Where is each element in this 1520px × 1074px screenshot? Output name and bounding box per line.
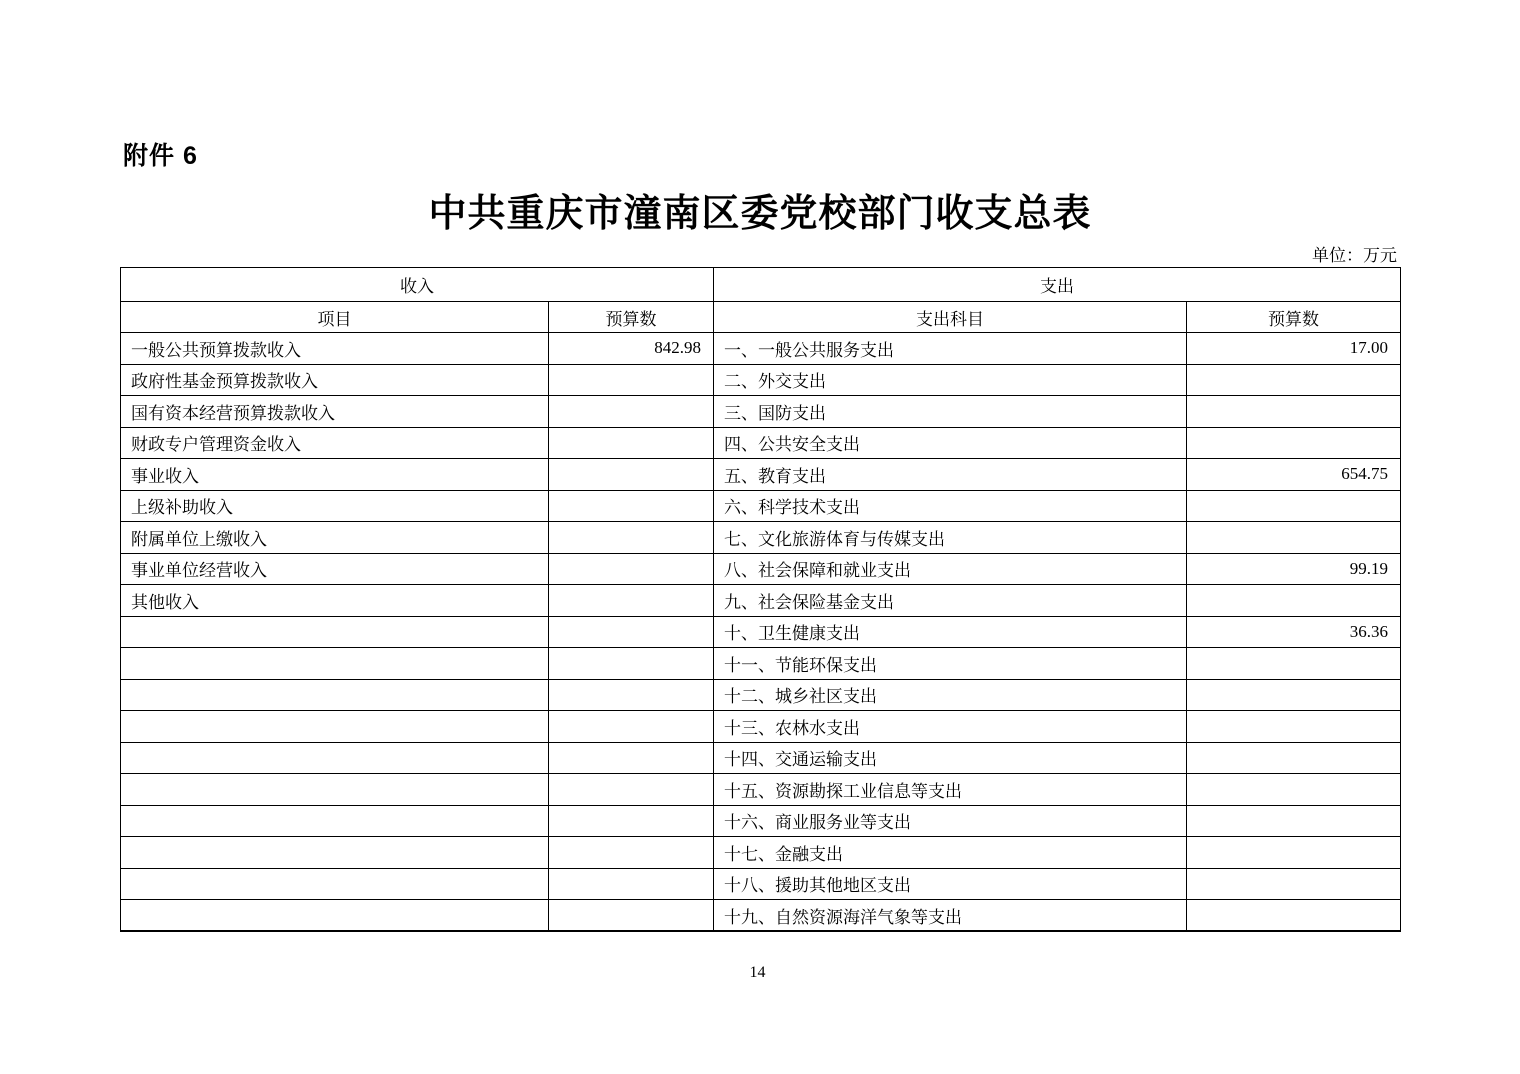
expense-item-cell: 二、外交支出 (714, 364, 1187, 396)
expense-item-cell: 九、社会保险基金支出 (714, 585, 1187, 617)
income-value-cell (549, 490, 714, 522)
expense-budget-column-header: 预算数 (1187, 302, 1401, 333)
expense-value-cell (1187, 364, 1401, 396)
expense-item-cell: 七、文化旅游体育与传媒支出 (714, 522, 1187, 554)
income-group-header: 收入 (121, 268, 714, 302)
income-item-cell (121, 648, 549, 680)
expense-value-cell (1187, 868, 1401, 900)
expense-value-cell: 99.19 (1187, 553, 1401, 585)
income-value-cell (549, 648, 714, 680)
table-row (121, 616, 1401, 648)
income-value-cell (549, 585, 714, 617)
income-item-cell: 国有资本经营预算拨款收入 (121, 396, 549, 428)
expense-item-cell: 十六、商业服务业等支出 (714, 805, 1187, 837)
table-row (121, 522, 1401, 554)
table-row (121, 868, 1401, 900)
expense-value-cell: 17.00 (1187, 333, 1401, 365)
expense-item-cell: 十三、农林水支出 (714, 711, 1187, 743)
income-item-cell: 财政专户管理资金收入 (121, 427, 549, 459)
expense-value-cell: 36.36 (1187, 616, 1401, 648)
header-group-row (121, 268, 1401, 302)
income-item-cell (121, 742, 549, 774)
income-item-cell (121, 616, 549, 648)
income-item-cell: 事业收入 (121, 459, 549, 491)
expense-item-cell: 十八、援助其他地区支出 (714, 868, 1187, 900)
expense-value-cell (1187, 396, 1401, 428)
expense-value-cell (1187, 427, 1401, 459)
table-row (121, 396, 1401, 428)
income-item-cell: 附属单位上缴收入 (121, 522, 549, 554)
income-item-cell (121, 774, 549, 806)
expense-value-cell (1187, 522, 1401, 554)
table-row (121, 364, 1401, 396)
expense-value-cell: 654.75 (1187, 459, 1401, 491)
expense-item-cell: 十七、金融支出 (714, 837, 1187, 869)
income-value-cell (549, 459, 714, 491)
table-row (121, 774, 1401, 806)
table-row (121, 648, 1401, 680)
expense-item-cell: 十一、节能环保支出 (714, 648, 1187, 680)
income-item-cell: 政府性基金预算拨款收入 (121, 364, 549, 396)
expense-value-cell (1187, 900, 1401, 932)
income-value-cell (549, 711, 714, 743)
expense-item-cell: 十、卫生健康支出 (714, 616, 1187, 648)
table-row (121, 679, 1401, 711)
income-value-cell: 842.98 (549, 333, 714, 365)
income-item-cell (121, 679, 549, 711)
table-row (121, 459, 1401, 491)
table-row (121, 805, 1401, 837)
expense-value-cell (1187, 837, 1401, 869)
expense-item-cell: 三、国防支出 (714, 396, 1187, 428)
expense-value-cell (1187, 805, 1401, 837)
unit-note: 单位：万元 (1312, 246, 1397, 265)
expense-item-column-header: 支出科目 (714, 302, 1187, 333)
expense-item-cell: 十四、交通运输支出 (714, 742, 1187, 774)
table-row (121, 742, 1401, 774)
attachment-label: 附件 6 (123, 142, 198, 170)
expense-value-cell (1187, 490, 1401, 522)
income-budget-column-header: 预算数 (549, 302, 714, 333)
income-item-cell (121, 837, 549, 869)
table-row (121, 333, 1401, 365)
expense-value-cell (1187, 742, 1401, 774)
expense-item-cell: 五、教育支出 (714, 459, 1187, 491)
page-number: 14 (749, 964, 766, 981)
income-item-cell: 其他收入 (121, 585, 549, 617)
table-body (121, 333, 1401, 932)
income-value-cell (549, 900, 714, 932)
table-row (121, 585, 1401, 617)
income-item-cell: 上级补助收入 (121, 490, 549, 522)
income-value-cell (549, 427, 714, 459)
expense-value-cell (1187, 679, 1401, 711)
table-row (121, 900, 1401, 932)
income-value-cell (549, 616, 714, 648)
income-value-cell (549, 742, 714, 774)
income-item-cell: 事业单位经营收入 (121, 553, 549, 585)
expense-item-cell: 十五、资源勘探工业信息等支出 (714, 774, 1187, 806)
table-row (121, 837, 1401, 869)
income-item-cell: 一般公共预算拨款收入 (121, 333, 549, 365)
income-item-cell (121, 900, 549, 932)
expense-value-cell (1187, 774, 1401, 806)
expense-item-cell: 十九、自然资源海洋气象等支出 (714, 900, 1187, 932)
page-title: 中共重庆市潼南区委党校部门收支总表 (428, 193, 1092, 235)
income-item-cell (121, 711, 549, 743)
income-value-cell (549, 868, 714, 900)
income-value-cell (549, 522, 714, 554)
budget-summary-table (120, 267, 1401, 932)
income-value-cell (549, 805, 714, 837)
table-row (121, 711, 1401, 743)
expense-group-header: 支出 (714, 268, 1401, 302)
income-value-cell (549, 679, 714, 711)
expense-value-cell (1187, 711, 1401, 743)
table-row (121, 553, 1401, 585)
income-value-cell (549, 396, 714, 428)
table-row (121, 427, 1401, 459)
expense-value-cell (1187, 648, 1401, 680)
table-header (121, 268, 1401, 333)
income-item-cell (121, 868, 549, 900)
expense-value-cell (1187, 585, 1401, 617)
income-item-cell (121, 805, 549, 837)
expense-item-cell: 一、一般公共服务支出 (714, 333, 1187, 365)
expense-item-cell: 十二、城乡社区支出 (714, 679, 1187, 711)
header-sub-row (121, 302, 1401, 333)
income-value-cell (549, 837, 714, 869)
income-value-cell (549, 553, 714, 585)
expense-item-cell: 六、科学技术支出 (714, 490, 1187, 522)
expense-item-cell: 八、社会保障和就业支出 (714, 553, 1187, 585)
table-row (121, 490, 1401, 522)
income-item-column-header: 项目 (121, 302, 549, 333)
income-value-cell (549, 364, 714, 396)
income-value-cell (549, 774, 714, 806)
expense-item-cell: 四、公共安全支出 (714, 427, 1187, 459)
